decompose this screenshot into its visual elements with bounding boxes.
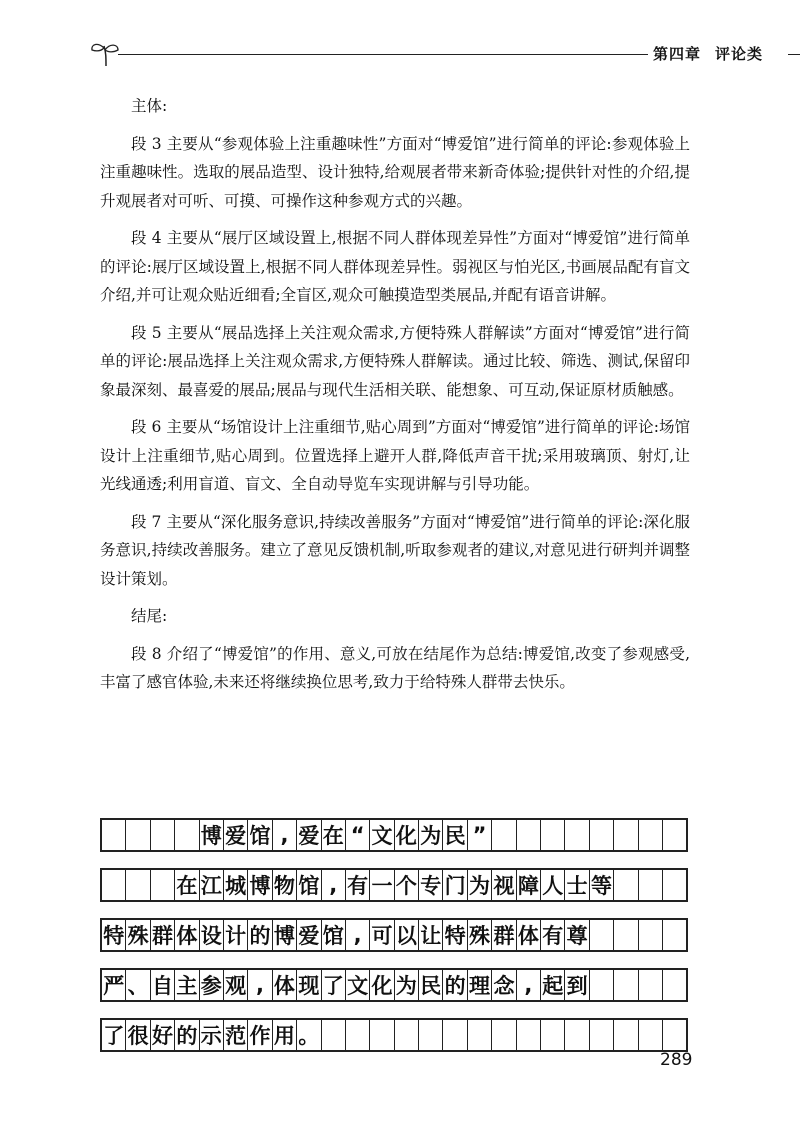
grid-cell: , xyxy=(322,870,346,900)
grid-cell xyxy=(663,970,687,1000)
heading-main: 主体: xyxy=(131,97,168,115)
grid-cell: 在 xyxy=(322,820,346,850)
grid-cell: 的 xyxy=(248,920,272,950)
header-rule-left xyxy=(118,54,648,55)
grid-cell: 殊 xyxy=(126,920,150,950)
grid-cell: 了 xyxy=(322,970,346,1000)
paragraph: 段 7 主要从“深化服务意识,持续改善服务”方面对“博爱馆”进行简单的评论:深化服务意识,持续改善服务。建立了意见反馈机制,听取参观者的建议,对意见进行研判并调整设计策划。 xyxy=(100,512,690,588)
grid-cell xyxy=(151,820,175,850)
chapter-number: 第四章 xyxy=(653,45,702,63)
grid-cell: 设 xyxy=(200,920,224,950)
grid-cell xyxy=(175,820,199,850)
grid-cell: 特 xyxy=(443,920,467,950)
grid-cell: 以 xyxy=(395,920,419,950)
grid-cell xyxy=(492,820,516,850)
grid-cell: 视 xyxy=(492,870,516,900)
grid-cell: 在 xyxy=(175,870,199,900)
grid-cell: 特 xyxy=(102,920,126,950)
grid-cell: 自 xyxy=(151,970,175,1000)
section-name: 评论类 xyxy=(715,45,764,63)
grid-cell xyxy=(614,970,638,1000)
grid-cell xyxy=(322,1020,346,1050)
grid-cell: 有 xyxy=(541,920,565,950)
grid-cell xyxy=(468,1020,492,1050)
grid-cell: 。 xyxy=(297,1020,321,1050)
paragraph: 段 3 主要从“参观体验上注重趣味性”方面对“博爱馆”进行简单的评论:参观体验上注重趣味性。选取的展品造型、设计独特,给观展者带来新奇体验;提供针对性的介绍,提升观展者对可听、可摸、可操作这种参观方式的兴趣。 xyxy=(100,134,690,210)
grid-row xyxy=(100,868,688,902)
grid-cell xyxy=(517,820,541,850)
grid-cell: 念 xyxy=(492,970,516,1000)
grid-cell xyxy=(590,970,614,1000)
grid-cell: 范 xyxy=(224,1020,248,1050)
grid-row xyxy=(100,818,688,852)
grid-cell: 一 xyxy=(370,870,394,900)
grid-cell: 到 xyxy=(565,970,589,1000)
grid-cell: 的 xyxy=(443,970,467,1000)
grid-cell xyxy=(663,920,687,950)
grid-cell xyxy=(639,920,663,950)
grid-cell: 群 xyxy=(151,920,175,950)
grid-cell: , xyxy=(346,920,370,950)
grid-cell xyxy=(346,1020,370,1050)
grid-cell: , xyxy=(248,970,272,1000)
grid-cell xyxy=(370,1020,394,1050)
grid-cell xyxy=(102,820,126,850)
body-text xyxy=(100,92,690,706)
grid-cell xyxy=(590,920,614,950)
grid-cell: 博 xyxy=(200,820,224,850)
grid-cell: 了 xyxy=(102,1020,126,1050)
grid-cell: 门 xyxy=(443,870,467,900)
grid-cell: 起 xyxy=(541,970,565,1000)
grid-cell: 障 xyxy=(517,870,541,900)
grid-cell xyxy=(443,1020,467,1050)
grid-cell: 专 xyxy=(419,870,443,900)
grid-cell xyxy=(492,1020,516,1050)
grid-cell xyxy=(517,1020,541,1050)
grid-cell: 殊 xyxy=(468,920,492,950)
grid-cell: 化 xyxy=(370,970,394,1000)
grid-cell: , xyxy=(273,820,297,850)
grid-cell: 好 xyxy=(151,1020,175,1050)
grid-cell: 作 xyxy=(248,1020,272,1050)
grid-cell xyxy=(126,820,150,850)
grid-cell: 的 xyxy=(175,1020,199,1050)
grid-cell: 体 xyxy=(517,920,541,950)
grid-cell xyxy=(663,1020,687,1050)
grid-cell: 博 xyxy=(248,870,272,900)
grid-cell xyxy=(614,920,638,950)
grid-cell xyxy=(614,870,638,900)
grid-cell xyxy=(151,870,175,900)
grid-cell: 为 xyxy=(395,970,419,1000)
grid-cell: 为 xyxy=(468,870,492,900)
grid-cell xyxy=(614,1020,638,1050)
grid-cell xyxy=(639,820,663,850)
chapter-title xyxy=(653,43,777,64)
grid-cell: 城 xyxy=(224,870,248,900)
page-header xyxy=(88,40,800,70)
grid-cell: 理 xyxy=(468,970,492,1000)
grid-cell xyxy=(102,870,126,900)
grid-cell xyxy=(395,1020,419,1050)
grid-cell xyxy=(663,820,687,850)
grid-cell: 尊 xyxy=(565,920,589,950)
writing-grid xyxy=(100,818,688,1068)
grid-cell: 体 xyxy=(273,970,297,1000)
grid-cell: 很 xyxy=(126,1020,150,1050)
grid-cell: 江 xyxy=(200,870,224,900)
grid-cell: 计 xyxy=(224,920,248,950)
grid-cell: 严 xyxy=(102,970,126,1000)
grid-cell: 用 xyxy=(273,1020,297,1050)
grid-cell xyxy=(541,820,565,850)
grid-cell: 民 xyxy=(443,820,467,850)
grid-cell: 馆 xyxy=(248,820,272,850)
paragraph: 段 6 主要从“场馆设计上注重细节,贴心周到”方面对“博爱馆”进行简单的评论:场馆设计上注重细节,贴心周到。位置选择上避开人群,降低声音干扰;采用玻璃顶、射灯,让光线通透;利用盲道、盲文、全自动导览车实现讲解与引导功能。 xyxy=(100,418,690,493)
grid-cell xyxy=(614,820,638,850)
grid-cell: , xyxy=(517,970,541,1000)
grid-cell xyxy=(639,970,663,1000)
grid-cell: 人 xyxy=(541,870,565,900)
grid-cell: ” xyxy=(468,820,492,850)
grid-cell xyxy=(126,870,150,900)
grid-cell: 个 xyxy=(395,870,419,900)
paragraph-end: 段 8 介绍了“博爱馆”的作用、意义,可放在结尾作为总结:博爱馆,改变了参观感受,丰富了感官体验,未来还将继续换位思考,致力于给特殊人群带去快乐。 xyxy=(100,644,690,691)
grid-cell: 为 xyxy=(419,820,443,850)
grid-cell xyxy=(565,1020,589,1050)
heading-end: 结尾: xyxy=(131,607,168,625)
grid-cell xyxy=(590,1020,614,1050)
grid-cell: 可 xyxy=(370,920,394,950)
grid-cell xyxy=(541,1020,565,1050)
paragraph: 段 4 主要从“展厅区域设置上,根据不同人群体现差异性”方面对“博爱馆”进行简单的评论:展厅区域设置上,根据不同人群体现差异性。弱视区与怕光区,书画展品配有盲文介绍,并可让观众贴近细看;全盲区,观众可触摸造型类展品,并配有语音讲解。 xyxy=(100,229,690,304)
grid-cell: 士 xyxy=(565,870,589,900)
grid-cell: 馆 xyxy=(297,870,321,900)
grid-cell: “ xyxy=(346,820,370,850)
grid-cell xyxy=(639,870,663,900)
paragraph: 段 5 主要从“展品选择上关注观众需求,方便特殊人群解读”方面对“博爱馆”进行简单的评论:展品选择上关注观众需求,方便特殊人群解读。通过比较、筛选、测试,保留印象最深刻、最喜爱的展品;展品与现代生活相关联、能想象、可互动,保证原材质触感。 xyxy=(100,323,690,399)
grid-cell: 爱 xyxy=(297,820,321,850)
grid-cell: 让 xyxy=(419,920,443,950)
grid-cell xyxy=(663,870,687,900)
grid-cell xyxy=(590,820,614,850)
page-number: 289 xyxy=(660,1050,693,1070)
grid-cell: 等 xyxy=(590,870,614,900)
grid-cell: 博 xyxy=(273,920,297,950)
grid-cell: 文 xyxy=(346,970,370,1000)
grid-cell: 现 xyxy=(297,970,321,1000)
grid-cell: 、 xyxy=(126,970,150,1000)
grid-row xyxy=(100,1018,688,1052)
grid-cell: 有 xyxy=(346,870,370,900)
grid-cell xyxy=(639,1020,663,1050)
grid-row xyxy=(100,968,688,1002)
grid-cell: 化 xyxy=(395,820,419,850)
grid-cell: 示 xyxy=(200,1020,224,1050)
grid-cell: 馆 xyxy=(322,920,346,950)
grid-cell: 体 xyxy=(175,920,199,950)
grid-cell: 物 xyxy=(273,870,297,900)
grid-cell: 观 xyxy=(224,970,248,1000)
grid-cell: 参 xyxy=(200,970,224,1000)
grid-cell: 民 xyxy=(419,970,443,1000)
header-rule-right xyxy=(788,54,800,55)
grid-cell: 爱 xyxy=(297,920,321,950)
grid-cell xyxy=(419,1020,443,1050)
grid-row xyxy=(100,918,688,952)
grid-cell: 主 xyxy=(175,970,199,1000)
grid-cell: 文 xyxy=(370,820,394,850)
grid-cell: 爱 xyxy=(224,820,248,850)
grid-cell xyxy=(565,820,589,850)
grid-cell: 群 xyxy=(492,920,516,950)
